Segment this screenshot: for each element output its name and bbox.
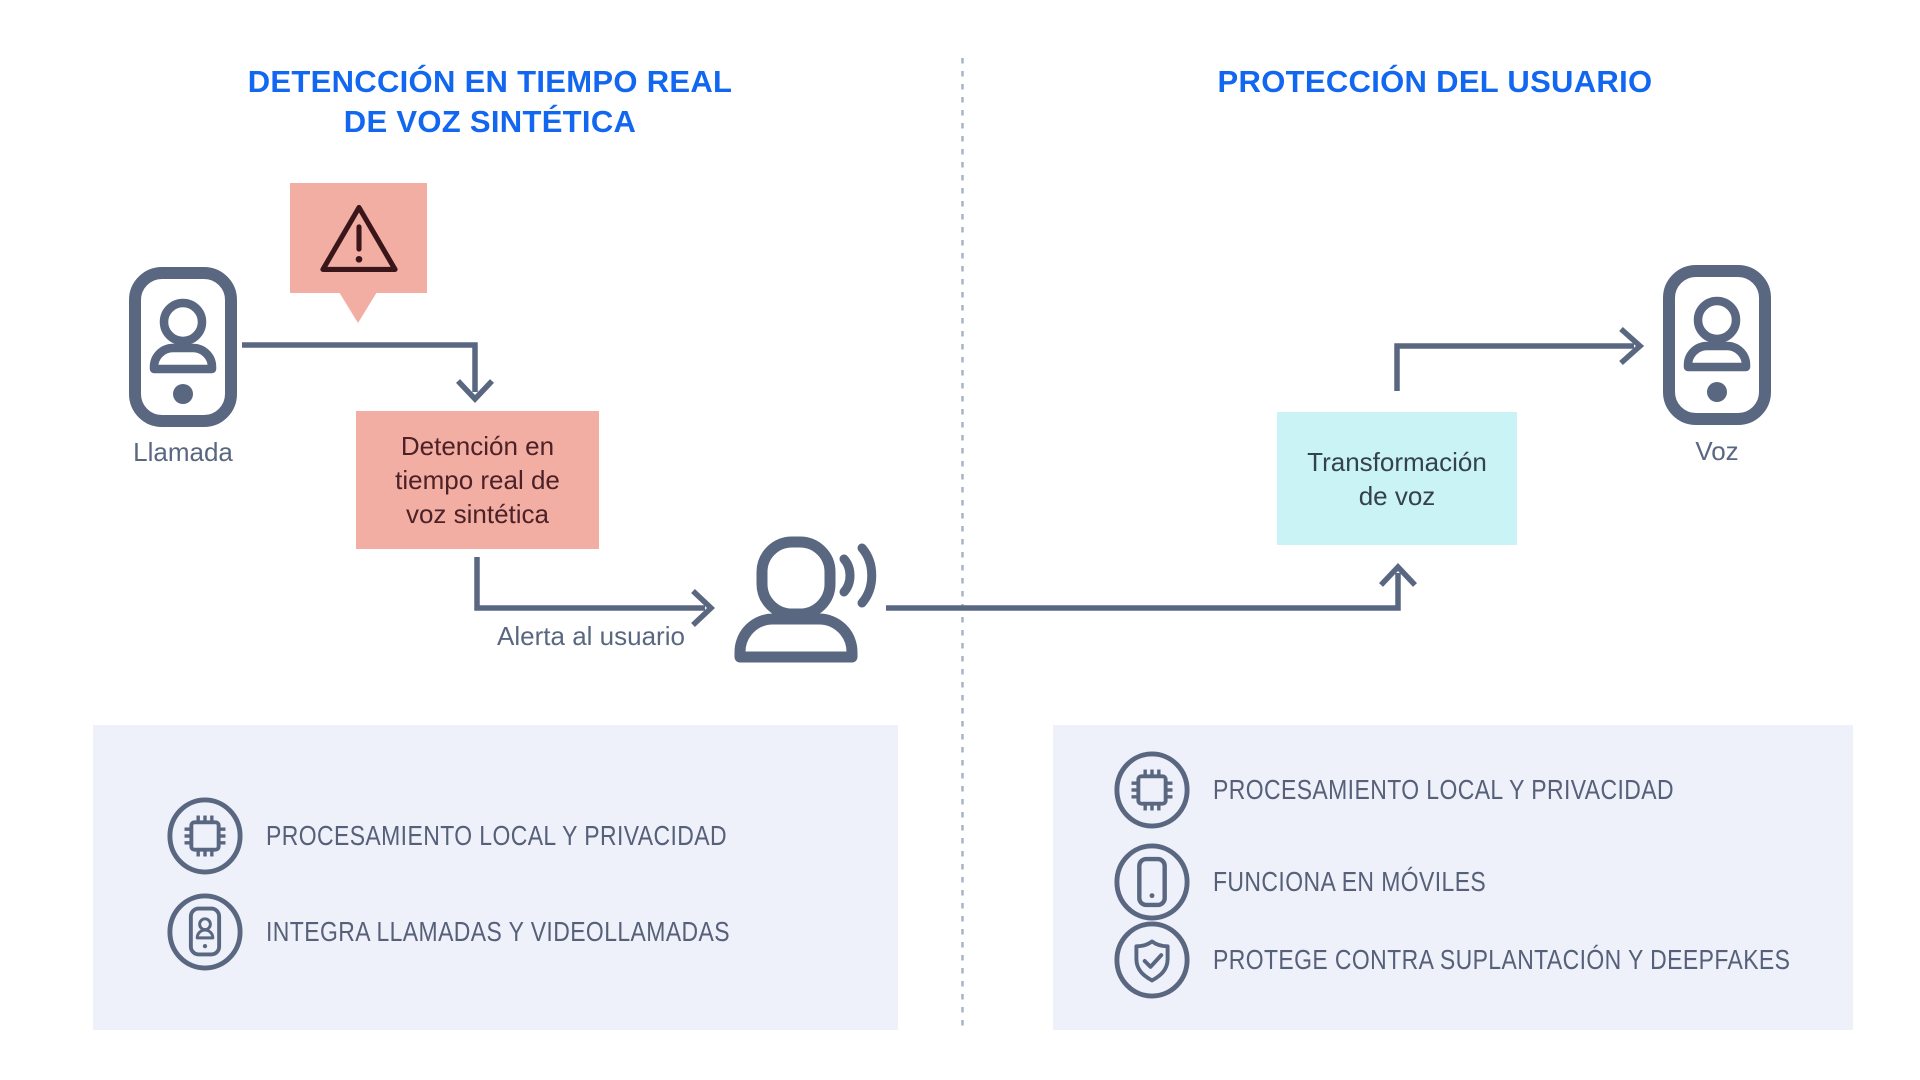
- arrowhead-right-icon: [1621, 329, 1640, 363]
- left-section-title: [170, 62, 810, 142]
- chip-icon: [1113, 751, 1191, 829]
- voice-phone-icon: [1662, 264, 1772, 426]
- feature-label: PROTEGE CONTRA SUPLANTACIÓN Y DEEPFAKES: [1213, 944, 1791, 975]
- feature-row: [1113, 751, 1775, 829]
- voice-phone-label: Voz: [1695, 436, 1739, 466]
- shield-check-icon: [1113, 921, 1191, 999]
- feature-row: [166, 797, 828, 875]
- feature-label: PROCESAMIENTO LOCAL Y PRIVACIDAD: [1213, 774, 1674, 805]
- transformation-box: Transformación de voz: [1277, 412, 1517, 545]
- feature-row: [166, 893, 832, 971]
- right-section-title: PROTECCIÓN DEL USUARIO: [1217, 64, 1653, 99]
- arrow-call-to-detection: [242, 345, 475, 392]
- feature-row: [1113, 921, 1917, 999]
- feature-label: FUNCIONA EN MÓVILES: [1213, 866, 1487, 897]
- arrowhead-right-icon: [693, 591, 711, 625]
- left-title-line1: DETENCCIÓN EN TIEMPO REAL: [247, 64, 733, 99]
- left-feature-panel: [93, 725, 898, 1030]
- arrow-detection-to-user: [477, 557, 705, 608]
- warning-bubble: [290, 183, 427, 293]
- left-title-line2: DE VOZ SINTÉTICA: [343, 104, 637, 139]
- bubble-tail: [339, 292, 377, 323]
- arrowhead-down-icon: [458, 381, 492, 399]
- feature-label: INTEGRA LLAMADAS Y VIDEOLLAMADAS: [266, 916, 730, 947]
- feature-label: PROCESAMIENTO LOCAL Y PRIVACIDAD: [266, 820, 727, 851]
- arrowhead-up-icon: [1381, 567, 1415, 585]
- arrow-user-to-transform: [886, 573, 1398, 608]
- caller-phone-icon: [128, 266, 238, 428]
- phone-person-icon: [166, 893, 244, 971]
- warning-triangle-icon: [317, 201, 401, 275]
- detection-box: Detención en tiempo real de voz sintética: [356, 411, 599, 549]
- chip-icon: [166, 797, 244, 875]
- caller-phone-label: Llamada: [133, 437, 233, 467]
- alert-arrow-label: Alerta al usuario: [497, 621, 685, 651]
- user-speaking-icon: [732, 535, 882, 663]
- right-feature-panel: [1053, 725, 1853, 1030]
- feature-row: [1113, 843, 1546, 921]
- arrow-transform-to-voice: [1397, 346, 1634, 391]
- mobile-icon: [1113, 843, 1191, 921]
